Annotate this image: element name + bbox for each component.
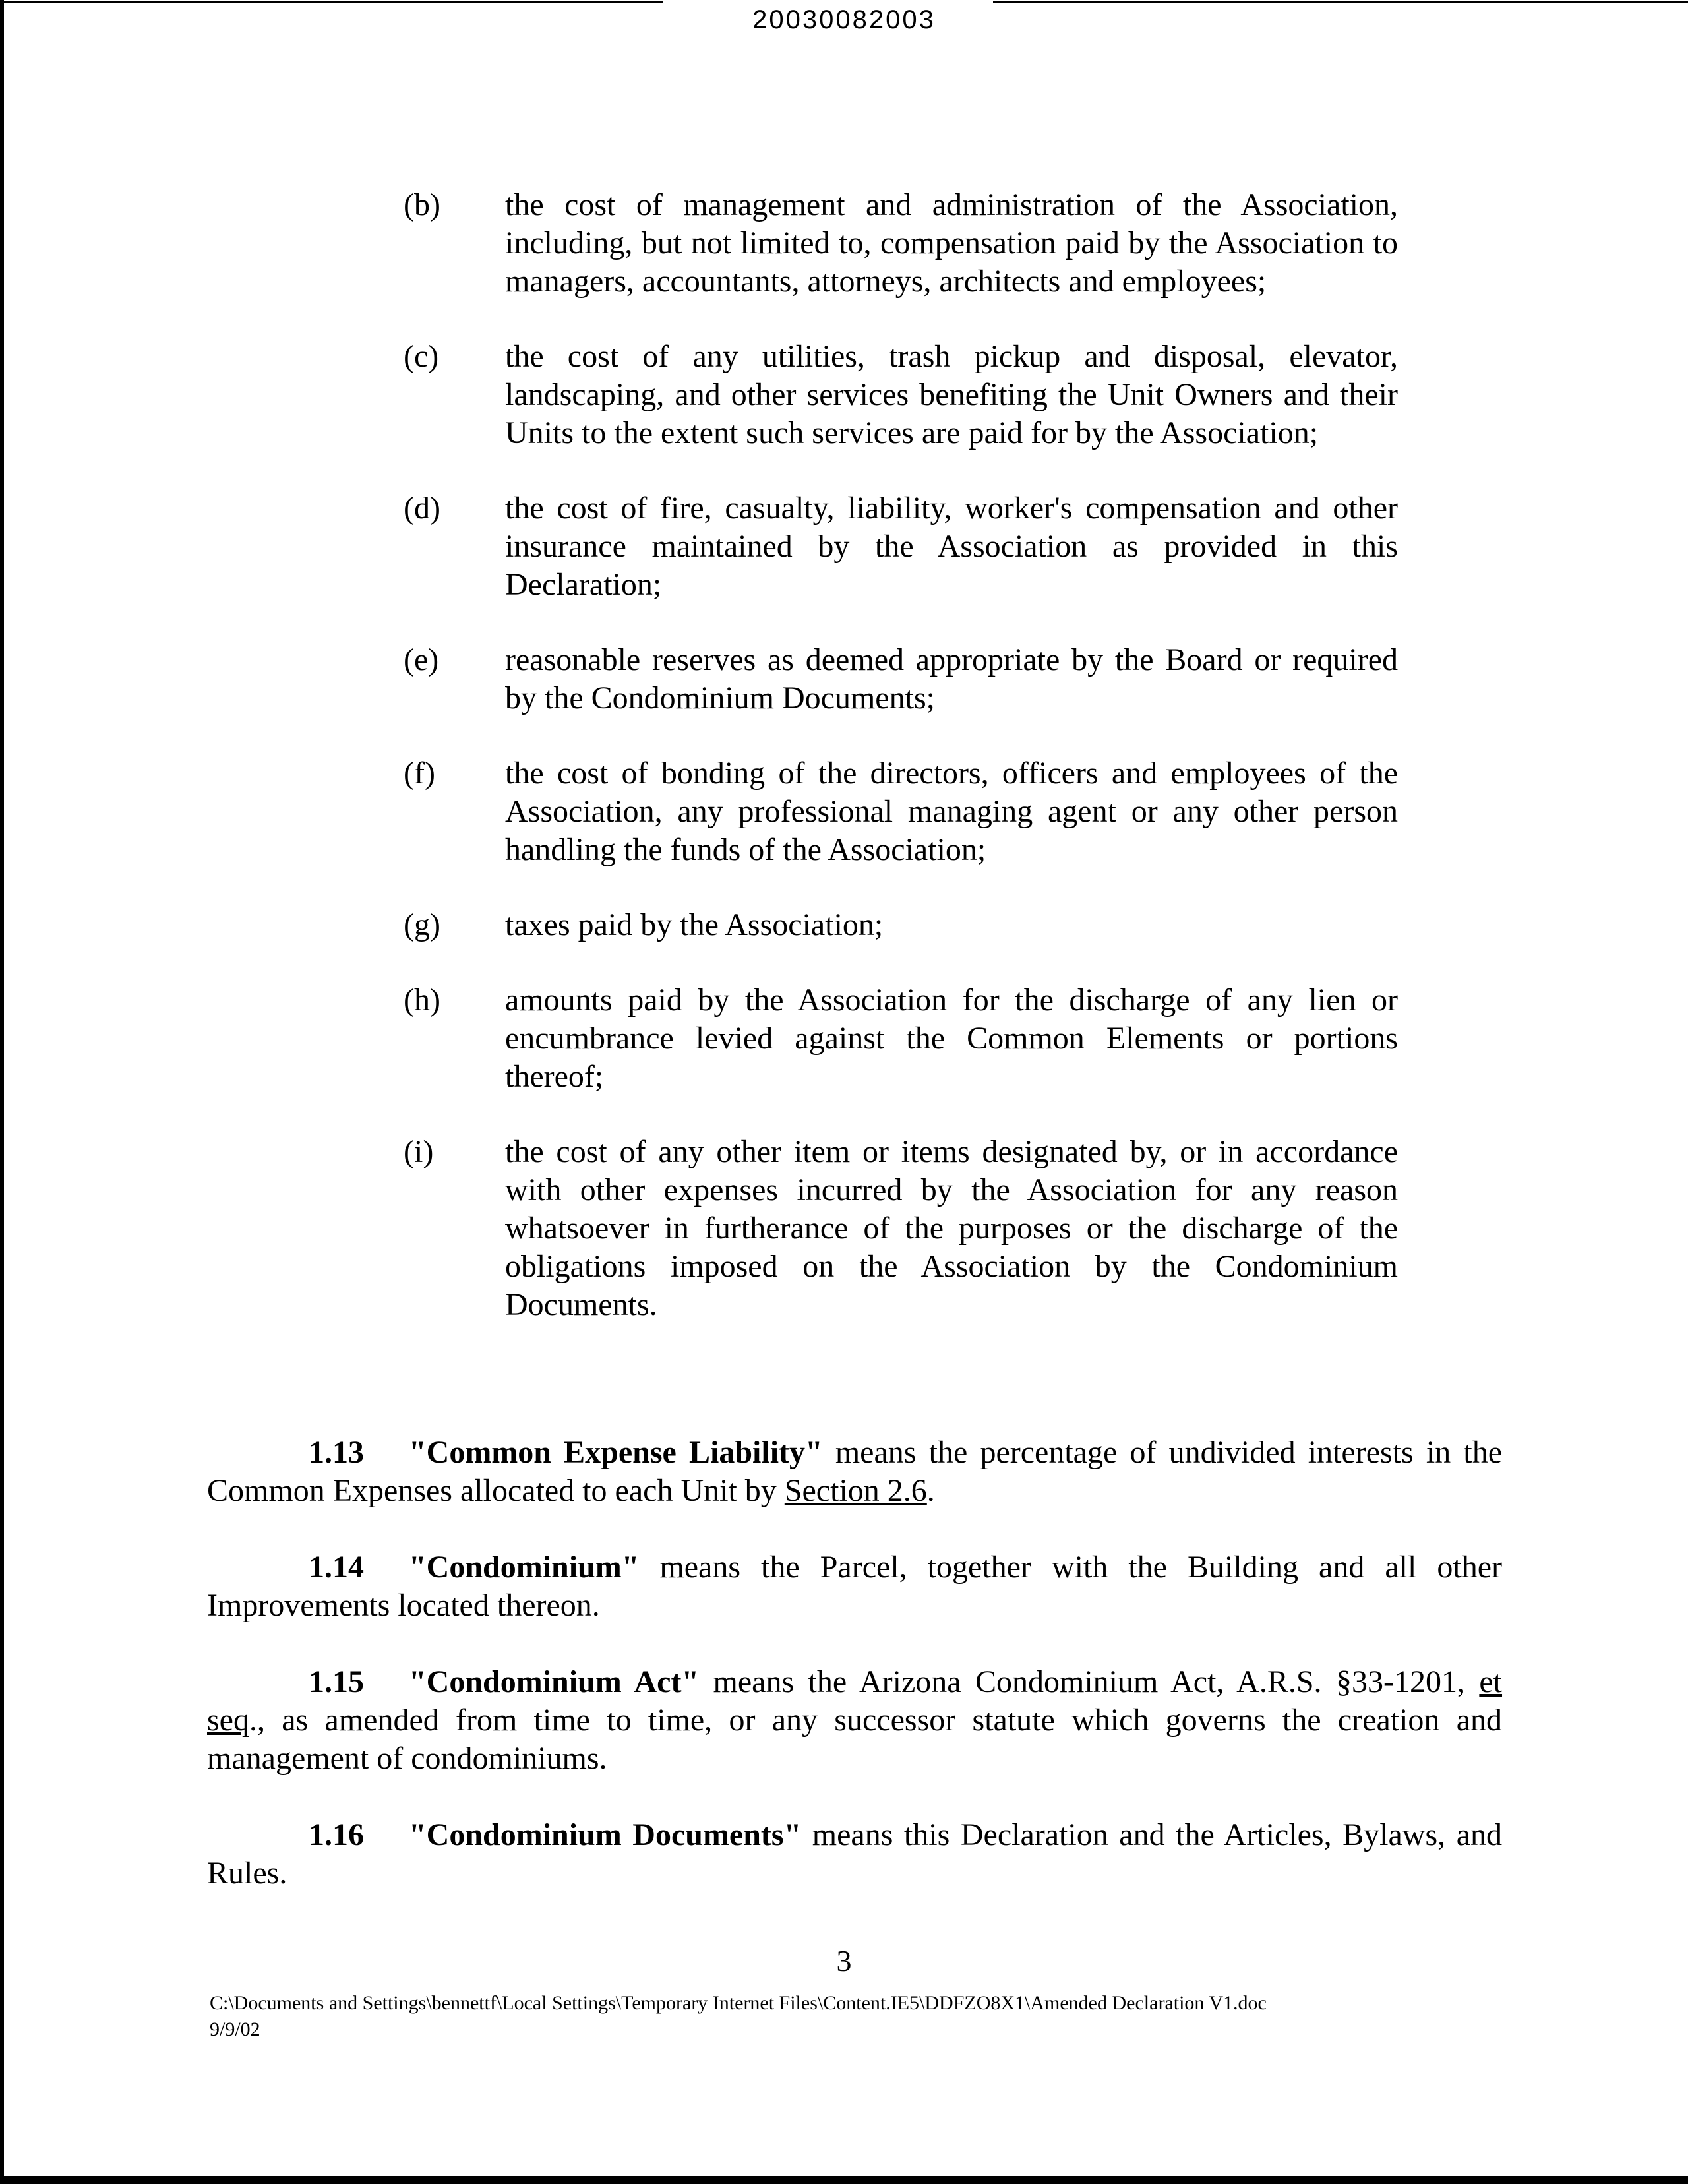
definition-text-end: . xyxy=(926,1473,935,1508)
list-item-text: the cost of any other item or items designated by, or in accordance with other expenses incurred by the Association for any reason whatsoever in furtherance of the purposes or the discharge of the obligations imposed on the Association by the Condominium Documents. xyxy=(505,1134,1398,1322)
list-item-text: amounts paid by the Association for the discharge of any lien or encumbrance levied against the Common Elements or portions thereof; xyxy=(505,983,1398,1094)
defined-term: "Condominium" xyxy=(409,1550,640,1585)
list-item-label: (f) xyxy=(404,756,435,791)
list-item-label: (h) xyxy=(404,983,440,1017)
list-item xyxy=(0,641,1688,717)
list-item-text: reasonable reserves as deemed appropriate by the Board or required by the Condominium Documents; xyxy=(505,642,1398,715)
scan-border-bottom xyxy=(0,2176,1688,2184)
list-item-label: (b) xyxy=(404,187,440,222)
list-item-text: the cost of management and administration of the Association, including, but not limited to, compensation paid by the Association to managers, accountants, attorneys, architects and employees; xyxy=(505,187,1398,299)
list-item-label: (e) xyxy=(404,642,439,677)
list-item-text: the cost of bonding of the directors, officers and employees of the Association, any professional managing agent or any other person handling the funds of the Association; xyxy=(505,756,1398,867)
list-item xyxy=(0,754,1688,869)
section-number: 1.16 xyxy=(309,1817,364,1852)
definition-1-13 xyxy=(207,1434,1502,1510)
defined-term: "Condominium Documents" xyxy=(409,1817,802,1852)
expense-list xyxy=(0,186,1688,1361)
definition-1-14 xyxy=(207,1548,1502,1625)
definitions-section xyxy=(207,1402,1502,1931)
definition-1-16 xyxy=(207,1816,1502,1893)
list-item-label: (i) xyxy=(404,1134,434,1169)
list-item xyxy=(0,981,1688,1096)
list-item-text: the cost of fire, casualty, liability, worker's compensation and other insurance maintained by the Association as provided in this Declaration; xyxy=(505,491,1398,602)
list-item-text: the cost of any utilities, trash pickup and disposal, elevator, landscaping, and other services benefiting the Unit Owners and their Units to the extent such services are paid for by the Association; xyxy=(505,339,1398,450)
page-number: 3 xyxy=(836,1944,852,1978)
defined-term: "Common Expense Liability" xyxy=(409,1435,823,1470)
list-item-label: (c) xyxy=(404,339,439,374)
footer xyxy=(210,1990,1528,2043)
footer-date: 9/9/02 xyxy=(210,2018,260,2040)
definition-text-end: ., as amended from time to time, or any successor statute which governs the creation and management of condominiums. xyxy=(207,1703,1502,1776)
defined-term: "Condominium Act" xyxy=(409,1664,700,1699)
section-number: 1.13 xyxy=(309,1435,364,1470)
document-number: 20030082003 xyxy=(752,5,936,34)
section-number: 1.15 xyxy=(309,1664,364,1699)
definition-text: means the percentage of undivided interests in the Common Expenses allocated to each Unit by xyxy=(207,1435,1502,1508)
list-item xyxy=(0,489,1688,604)
section-reference: Section 2.6 xyxy=(784,1473,927,1508)
list-item-label: (g) xyxy=(404,907,440,942)
definition-text: means the Parcel, together with the Building and all other Improvements located thereon. xyxy=(207,1550,1502,1623)
definition-text: means this Declaration and the Articles, Bylaws, and Rules. xyxy=(207,1817,1502,1891)
definition-1-15 xyxy=(207,1663,1502,1778)
footer-file-path: C:\Documents and Settings\bennettf\Local Settings\Temporary Internet Files\Content.IE5\DDFZO8X1\Amended Declaration V1.doc xyxy=(210,1992,1267,2014)
section-number: 1.14 xyxy=(309,1550,364,1585)
list-item-label: (d) xyxy=(404,491,440,526)
latin-reference: et seq xyxy=(207,1664,1503,1738)
list-item xyxy=(0,1133,1688,1324)
list-item xyxy=(0,906,1688,944)
list-item-text: taxes paid by the Association; xyxy=(505,907,884,942)
list-item xyxy=(0,186,1688,301)
list-item xyxy=(0,338,1688,452)
definition-text: means the Arizona Condominium Act, A.R.S. §33-1201, xyxy=(699,1664,1480,1699)
